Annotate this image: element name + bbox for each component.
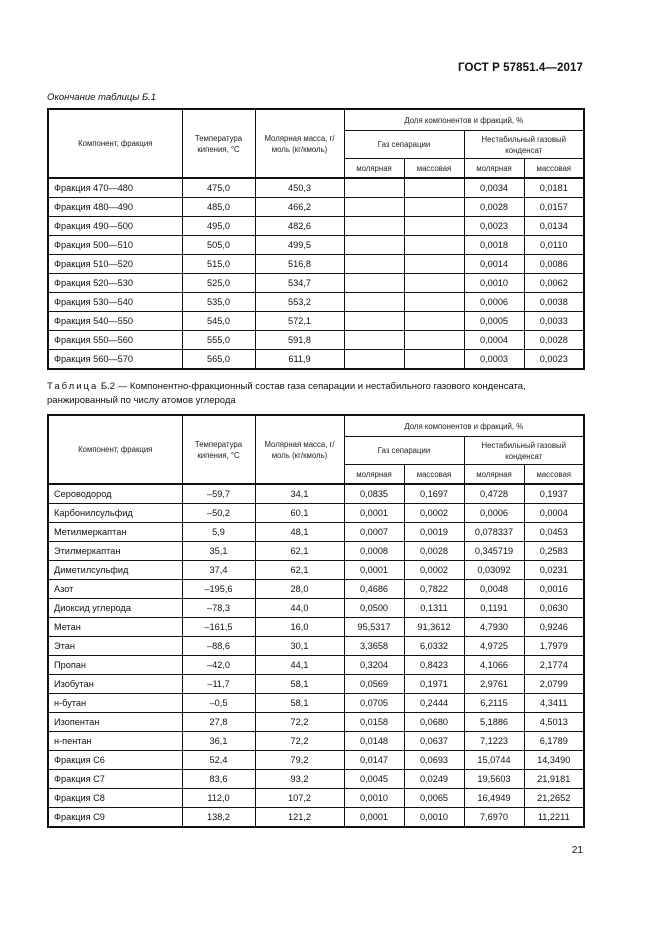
cell-temperature: –0,5 [182, 694, 255, 713]
table-row [48, 561, 584, 580]
cell-temperature: 545,0 [182, 312, 255, 331]
cell-gas-molar: 0,0001 [344, 504, 404, 523]
cell-cond-mass: 14,3490 [524, 751, 584, 770]
cell-gas-mass: 0,0019 [404, 523, 464, 542]
cell-temperature: 525,0 [182, 274, 255, 293]
cell-cond-molar: 5,1886 [464, 713, 524, 732]
cell-gas-molar: 0,0007 [344, 523, 404, 542]
cell-temperature: –78,3 [182, 599, 255, 618]
cell-component: Фракция 490—500 [48, 217, 182, 236]
cell-molar-mass: 107,2 [255, 789, 344, 808]
cell-cond-mass: 0,0630 [524, 599, 584, 618]
cell-temperature: 495,0 [182, 217, 255, 236]
cell-cond-mass: 4,5013 [524, 713, 584, 732]
cell-component: Карбонилсульфид [48, 504, 182, 523]
cell-component: Фракция 520—530 [48, 274, 182, 293]
cell-gas-molar: 3,3658 [344, 637, 404, 656]
cell-cond-molar: 15,0744 [464, 751, 524, 770]
table-row [48, 808, 584, 828]
table2-caption [47, 380, 587, 408]
cell-gas-mass: 0,0002 [404, 561, 464, 580]
cell-temperature: 505,0 [182, 236, 255, 255]
cell-molar-mass: 48,1 [255, 523, 344, 542]
table-row [48, 656, 584, 675]
cell-cond-mass: 0,0134 [524, 217, 584, 236]
cell-component: Фракция С6 [48, 751, 182, 770]
cell-temperature: 83,6 [182, 770, 255, 789]
cell-gas-mass: 0,0680 [404, 713, 464, 732]
cell-component: Диоксид углерода [48, 599, 182, 618]
cell-component: н-пентан [48, 732, 182, 751]
cell-temperature: 515,0 [182, 255, 255, 274]
cell-cond-mass: 0,0110 [524, 236, 584, 255]
cell-cond-molar: 0,345719 [464, 542, 524, 561]
cell-gas-molar: 0,0008 [344, 542, 404, 561]
cell-temperature: 565,0 [182, 350, 255, 370]
cell-gas-molar [344, 236, 404, 255]
table-row [48, 713, 584, 732]
cell-component: Изопентан [48, 713, 182, 732]
header-condensate: Нестабильный газовый конденсат [464, 437, 584, 465]
cell-cond-molar: 16,4949 [464, 789, 524, 808]
table-row [48, 542, 584, 561]
cell-gas-mass: 0,0002 [404, 504, 464, 523]
cell-temperature: –11,7 [182, 675, 255, 694]
cell-gas-mass [404, 312, 464, 331]
cell-molar-mass: 482,6 [255, 217, 344, 236]
cell-cond-molar: 6,2115 [464, 694, 524, 713]
cell-cond-mass: 2,0799 [524, 675, 584, 694]
cell-cond-mass: 0,2583 [524, 542, 584, 561]
cell-cond-molar: 0,0004 [464, 331, 524, 350]
header-cond-molar: молярная [464, 465, 524, 485]
cell-gas-mass [404, 293, 464, 312]
cell-molar-mass: 534,7 [255, 274, 344, 293]
cell-molar-mass: 553,2 [255, 293, 344, 312]
cell-component: Фракция С7 [48, 770, 182, 789]
table-row [48, 236, 584, 255]
table-row [48, 178, 584, 198]
cell-gas-mass [404, 198, 464, 217]
table1-caption: Окончание таблицы Б.1 [47, 92, 157, 103]
cell-gas-mass [404, 178, 464, 198]
header-gas: Газ сепарации [344, 437, 464, 465]
cell-temperature: 36,1 [182, 732, 255, 751]
cell-cond-molar: 0,0006 [464, 504, 524, 523]
document-code: ГОСТ Р 57851.4—2017 [458, 62, 583, 74]
cell-molar-mass: 466,2 [255, 198, 344, 217]
cell-cond-mass: 0,0016 [524, 580, 584, 599]
cell-cond-mass: 4,3411 [524, 694, 584, 713]
cell-gas-mass [404, 274, 464, 293]
cell-molar-mass: 60,1 [255, 504, 344, 523]
table-row [48, 255, 584, 274]
header-gas: Газ сепарации [344, 131, 464, 159]
table-row [48, 789, 584, 808]
header-gas-mass: массовая [404, 465, 464, 485]
cell-cond-mass: 0,9246 [524, 618, 584, 637]
cell-gas-mass: 0,8423 [404, 656, 464, 675]
table-row [48, 770, 584, 789]
cell-cond-molar: 0,0034 [464, 178, 524, 198]
cell-molar-mass: 34,1 [255, 484, 344, 504]
cell-gas-mass: 0,0010 [404, 808, 464, 828]
cell-component: Фракция 550—560 [48, 331, 182, 350]
cell-temperature: 35,1 [182, 542, 255, 561]
cell-molar-mass: 62,1 [255, 561, 344, 580]
header-component: Компонент, фракция [48, 109, 182, 178]
cell-cond-mass: 0,1937 [524, 484, 584, 504]
cell-gas-molar [344, 312, 404, 331]
cell-cond-mass: 21,2652 [524, 789, 584, 808]
cell-cond-mass: 0,0023 [524, 350, 584, 370]
cell-cond-mass: 6,1789 [524, 732, 584, 751]
cell-component: Фракция 510—520 [48, 255, 182, 274]
cell-molar-mass: 16,0 [255, 618, 344, 637]
cell-gas-molar [344, 350, 404, 370]
cell-temperature: –195,6 [182, 580, 255, 599]
table2-caption-text: Б.2 — Компонентно-фракционный состав газа сепарации и нестабильного газового конденсата, ранжированный по числу атомов углерода [47, 381, 526, 406]
cell-cond-mass: 0,0004 [524, 504, 584, 523]
cell-molar-mass: 58,1 [255, 694, 344, 713]
table-b1 [47, 108, 585, 370]
cell-cond-molar: 0,0048 [464, 580, 524, 599]
table-row [48, 484, 584, 504]
cell-temperature: 475,0 [182, 178, 255, 198]
cell-cond-mass: 0,0453 [524, 523, 584, 542]
cell-cond-mass: 21,9181 [524, 770, 584, 789]
cell-gas-mass: 0,0249 [404, 770, 464, 789]
cell-cond-molar: 4,9725 [464, 637, 524, 656]
cell-component: Фракция С9 [48, 808, 182, 828]
cell-molar-mass: 121,2 [255, 808, 344, 828]
cell-cond-mass: 0,0028 [524, 331, 584, 350]
cell-temperature: 138,2 [182, 808, 255, 828]
cell-molar-mass: 499,5 [255, 236, 344, 255]
table-row [48, 523, 584, 542]
cell-cond-mass: 0,0157 [524, 198, 584, 217]
cell-gas-molar: 0,0001 [344, 561, 404, 580]
header-condensate: Нестабильный газовый конденсат [464, 131, 584, 159]
cell-component: Этилмеркаптан [48, 542, 182, 561]
header-gas-mass: массовая [404, 159, 464, 179]
table-row [48, 504, 584, 523]
cell-cond-molar: 0,0028 [464, 198, 524, 217]
cell-gas-molar: 0,0010 [344, 789, 404, 808]
table-row [48, 198, 584, 217]
cell-gas-mass: 0,1311 [404, 599, 464, 618]
cell-gas-molar: 0,0045 [344, 770, 404, 789]
table-b2 [47, 414, 585, 828]
cell-gas-mass: 0,2444 [404, 694, 464, 713]
cell-cond-molar: 0,0006 [464, 293, 524, 312]
header-cond-mass: массовая [524, 465, 584, 485]
cell-cond-mass: 0,0062 [524, 274, 584, 293]
cell-component: Диметилсульфид [48, 561, 182, 580]
table-row [48, 331, 584, 350]
cell-cond-molar: 2,9761 [464, 675, 524, 694]
cell-gas-molar: 0,4686 [344, 580, 404, 599]
cell-gas-molar [344, 274, 404, 293]
table-row [48, 350, 584, 370]
cell-gas-mass: 0,0637 [404, 732, 464, 751]
cell-gas-molar: 0,0148 [344, 732, 404, 751]
cell-gas-mass: 0,0693 [404, 751, 464, 770]
cell-molar-mass: 28,0 [255, 580, 344, 599]
table-row [48, 751, 584, 770]
cell-gas-mass: 0,1971 [404, 675, 464, 694]
cell-cond-molar: 4,1066 [464, 656, 524, 675]
cell-cond-mass: 0,0038 [524, 293, 584, 312]
cell-molar-mass: 44,1 [255, 656, 344, 675]
cell-temperature: 485,0 [182, 198, 255, 217]
header-share: Доля компонентов и фракций, % [344, 109, 584, 131]
header-component: Компонент, фракция [48, 415, 182, 484]
cell-gas-molar [344, 331, 404, 350]
table-row [48, 637, 584, 656]
cell-gas-mass: 0,0028 [404, 542, 464, 561]
cell-component: Фракция С8 [48, 789, 182, 808]
cell-temperature: 535,0 [182, 293, 255, 312]
table-row [48, 312, 584, 331]
cell-gas-molar [344, 293, 404, 312]
table-row [48, 675, 584, 694]
table2-caption-label: Таблица [47, 381, 99, 392]
cell-component: Фракция 470—480 [48, 178, 182, 198]
cell-gas-mass: 0,0065 [404, 789, 464, 808]
cell-cond-molar: 0,03092 [464, 561, 524, 580]
cell-gas-molar: 0,0500 [344, 599, 404, 618]
cell-gas-molar: 0,0001 [344, 808, 404, 828]
cell-component: Фракция 500—510 [48, 236, 182, 255]
cell-component: Пропан [48, 656, 182, 675]
cell-component: Этан [48, 637, 182, 656]
cell-gas-molar [344, 255, 404, 274]
cell-temperature: 555,0 [182, 331, 255, 350]
table-row [48, 274, 584, 293]
cell-temperature: 52,4 [182, 751, 255, 770]
cell-molar-mass: 62,1 [255, 542, 344, 561]
cell-temperature: 112,0 [182, 789, 255, 808]
page-number: 21 [571, 845, 583, 856]
cell-cond-molar: 0,0010 [464, 274, 524, 293]
header-gas-molar: молярная [344, 465, 404, 485]
cell-cond-molar: 0,1191 [464, 599, 524, 618]
table-row [48, 293, 584, 312]
cell-gas-mass [404, 331, 464, 350]
cell-molar-mass: 72,2 [255, 713, 344, 732]
cell-cond-molar: 0,0014 [464, 255, 524, 274]
table-row [48, 580, 584, 599]
cell-temperature: –88,6 [182, 637, 255, 656]
cell-molar-mass: 572,1 [255, 312, 344, 331]
cell-component: Фракция 480—490 [48, 198, 182, 217]
cell-gas-mass [404, 236, 464, 255]
cell-molar-mass: 516,8 [255, 255, 344, 274]
cell-temperature: –59,7 [182, 484, 255, 504]
header-cond-mass: массовая [524, 159, 584, 179]
cell-gas-mass [404, 217, 464, 236]
table2-body [48, 484, 584, 827]
cell-gas-mass: 6,0332 [404, 637, 464, 656]
cell-gas-mass: 91,3612 [404, 618, 464, 637]
cell-cond-mass: 2,1774 [524, 656, 584, 675]
cell-molar-mass: 611,9 [255, 350, 344, 370]
cell-cond-molar: 19,5603 [464, 770, 524, 789]
table-row [48, 694, 584, 713]
cell-component: Азот [48, 580, 182, 599]
cell-component: Фракция 560—570 [48, 350, 182, 370]
cell-temperature: –42,0 [182, 656, 255, 675]
cell-molar-mass: 79,2 [255, 751, 344, 770]
header-cond-molar: молярная [464, 159, 524, 179]
cell-cond-molar: 0,0018 [464, 236, 524, 255]
cell-molar-mass: 30,1 [255, 637, 344, 656]
header-temperature: Температура кипения, °C [182, 109, 255, 178]
table-row [48, 599, 584, 618]
cell-cond-molar: 0,0023 [464, 217, 524, 236]
cell-component: Фракция 530—540 [48, 293, 182, 312]
cell-component: Фракция 540—550 [48, 312, 182, 331]
cell-component: н-бутан [48, 694, 182, 713]
cell-temperature: 37,4 [182, 561, 255, 580]
cell-gas-molar: 0,0569 [344, 675, 404, 694]
header-gas-molar: молярная [344, 159, 404, 179]
header-molar-mass: Молярная масса, г/моль (кг/кмоль) [255, 415, 344, 484]
cell-component: Метилмеркаптан [48, 523, 182, 542]
cell-gas-mass [404, 350, 464, 370]
cell-cond-molar: 0,4728 [464, 484, 524, 504]
cell-cond-mass: 0,0033 [524, 312, 584, 331]
cell-gas-molar: 95,5317 [344, 618, 404, 637]
cell-cond-mass: 11,2211 [524, 808, 584, 828]
cell-gas-mass: 0,7822 [404, 580, 464, 599]
cell-cond-mass: 0,0231 [524, 561, 584, 580]
cell-molar-mass: 93,2 [255, 770, 344, 789]
cell-cond-mass: 0,0181 [524, 178, 584, 198]
cell-cond-molar: 7,6970 [464, 808, 524, 828]
cell-gas-molar [344, 217, 404, 236]
cell-molar-mass: 72,2 [255, 732, 344, 751]
cell-cond-molar: 4,7930 [464, 618, 524, 637]
cell-cond-molar: 7,1223 [464, 732, 524, 751]
table-row [48, 732, 584, 751]
cell-molar-mass: 591,8 [255, 331, 344, 350]
cell-gas-molar [344, 198, 404, 217]
cell-temperature: 27,8 [182, 713, 255, 732]
cell-temperature: –50,2 [182, 504, 255, 523]
cell-gas-molar [344, 178, 404, 198]
cell-gas-molar: 0,0158 [344, 713, 404, 732]
table1-body [48, 178, 584, 369]
cell-component: Изобутан [48, 675, 182, 694]
header-temperature: Температура кипения, °C [182, 415, 255, 484]
cell-cond-molar: 0,0005 [464, 312, 524, 331]
cell-gas-molar: 0,3204 [344, 656, 404, 675]
cell-component: Сероводород [48, 484, 182, 504]
cell-cond-mass: 1,7979 [524, 637, 584, 656]
cell-gas-molar: 0,0147 [344, 751, 404, 770]
header-molar-mass: Молярная масса, г/моль (кг/кмоль) [255, 109, 344, 178]
cell-molar-mass: 58,1 [255, 675, 344, 694]
cell-gas-mass [404, 255, 464, 274]
cell-cond-molar: 0,0003 [464, 350, 524, 370]
table-row [48, 217, 584, 236]
cell-gas-mass: 0,1697 [404, 484, 464, 504]
header-share: Доля компонентов и фракций, % [344, 415, 584, 437]
cell-temperature: –161,5 [182, 618, 255, 637]
cell-gas-molar: 0,0705 [344, 694, 404, 713]
cell-component: Метан [48, 618, 182, 637]
cell-molar-mass: 450,3 [255, 178, 344, 198]
cell-molar-mass: 44,0 [255, 599, 344, 618]
cell-temperature: 5,9 [182, 523, 255, 542]
cell-cond-mass: 0,0086 [524, 255, 584, 274]
cell-cond-molar: 0,078337 [464, 523, 524, 542]
cell-gas-molar: 0,0835 [344, 484, 404, 504]
table-row [48, 618, 584, 637]
